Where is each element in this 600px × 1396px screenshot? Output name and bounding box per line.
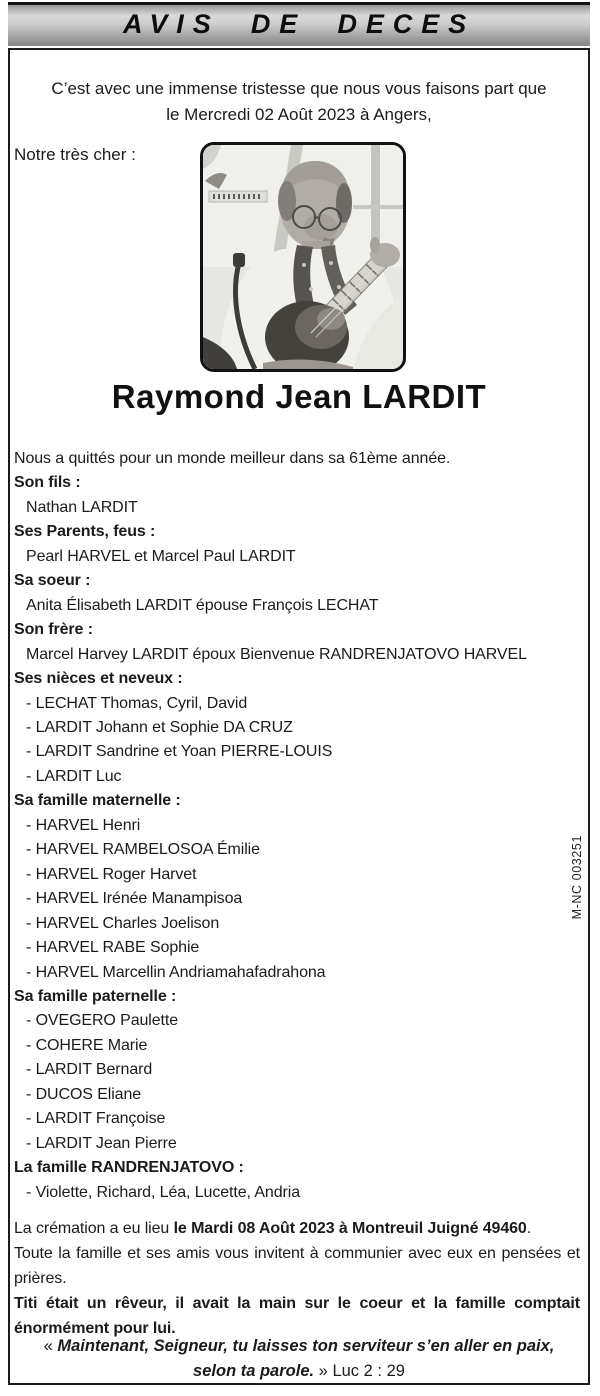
deceased-name: Raymond Jean LARDIT [111,378,487,415]
family-line: - LARDIT Johann et Sophie DA CRUZ [26,718,293,736]
notice-box [8,48,590,1385]
family-line: - LECHAT Thomas, Cyril, David [26,694,248,712]
family-line: - LARDIT Luc [26,767,122,785]
tribute-text: Titi était un rêveur, il avait la main sur le coeur et la famille comptait énormément pour lui. [14,1295,580,1337]
family-line: - LARDIT Françoise [26,1110,166,1128]
banner-title: AVIS DE DECES [122,9,476,39]
family-heading: Son frère : [14,621,93,639]
family-heading: Ses Parents, feus : [14,523,156,541]
family-line: Pearl HARVEL et Marcel Paul LARDIT [26,547,296,565]
scripture-quote [20,1334,578,1384]
family-line: - Violette, Richard, Léa, Lucette, Andria [26,1183,300,1201]
portrait-photo [200,142,406,372]
family-heading: Sa famille paternelle : [14,987,177,1005]
portrait-photo-graphic [203,145,403,369]
banner [8,2,590,46]
family-heading: La famille RANDRENJATOVO : [14,1159,244,1177]
family-line: - DUCOS Eliane [26,1085,142,1103]
family-line: Nathan LARDIT [26,498,138,516]
family-line: - OVEGERO Paulette [26,1012,179,1030]
family-line: - HARVEL Irénée Manampisoa [26,890,243,908]
intro-line-2: le Mercredi 02 Août 2023 à Angers, [166,105,432,124]
invitation-text: Toute la famille et ses amis vous invitent à communier avec eux en pensées et prières. [14,1245,580,1287]
family-line: - HARVEL Roger Harvet [26,865,197,883]
dear-label: Notre très cher : [14,145,136,164]
family-heading: Son fils : [14,474,81,492]
cremation-suffix: . [526,1220,532,1237]
reference-code: M-NC 003251 [570,835,584,920]
family-line: - LARDIT Bernard [26,1061,153,1079]
closing-section [14,1216,580,1341]
family-line: - LARDIT Sandrine et Yoan PIERRE-LOUIS [26,743,333,761]
family-section [14,447,578,1205]
family-line: - LARDIT Jean Pierre [26,1134,177,1152]
family-line: - HARVEL RAMBELOSOA Émilie [26,841,260,859]
quote-close-mark: » [314,1362,333,1380]
intro-paragraph [10,76,588,128]
quote-open-mark: « [43,1337,58,1355]
family-heading: Ses nièces et neveux : [14,670,183,688]
announcement-line: Nous a quittés pour un monde meilleur dans sa 61ème année. [14,450,451,467]
family-line: - HARVEL Henri [26,816,141,834]
family-line: - HARVEL Marcellin Andriamahafadrahona [26,963,326,981]
family-line: - HARVEL Charles Joelison [26,914,220,932]
intro-line-1: C’est avec une immense tristesse que nous vous faisons part que [51,79,547,98]
quote-reference: Luc 2 : 29 [332,1362,405,1380]
cremation-line [14,1216,580,1241]
cremation-prefix: La crémation a eu lieu [14,1220,174,1237]
cremation-date: le Mardi 08 Août 2023 à Montreuil Juigné 49460 [173,1220,527,1237]
family-line: Marcel Harvey LARDIT époux Bienvenue RANDRENJATOVO HARVEL [26,645,527,663]
family-heading: Sa soeur : [14,572,91,590]
family-heading: Sa famille maternelle : [14,792,181,810]
family-line: - HARVEL RABE Sophie [26,939,200,957]
quote-text: Maintenant, Seigneur, tu laisses ton serviteur s’en aller en paix, selon ta parole. [57,1337,555,1380]
family-line: - COHERE Marie [26,1036,148,1054]
family-line: Anita Élisabeth LARDIT épouse François LECHAT [26,596,379,614]
